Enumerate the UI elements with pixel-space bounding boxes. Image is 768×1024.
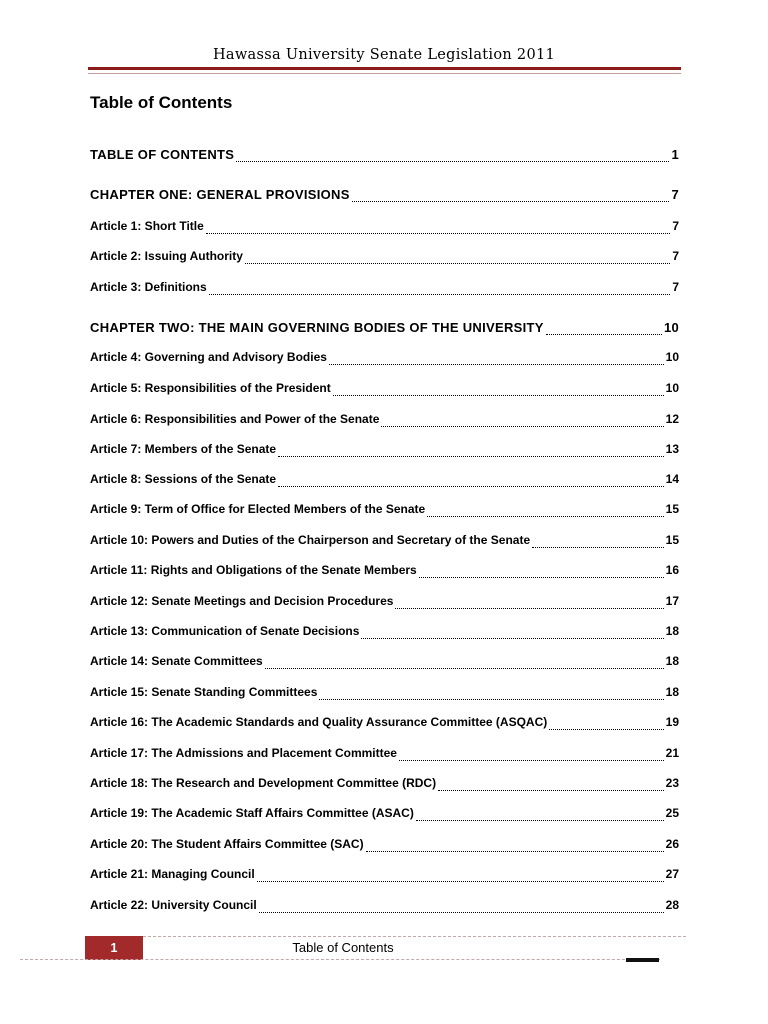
toc-entry-title: Article 17: The Admissions and Placement Committee <box>90 746 397 760</box>
toc-entry-title: Article 4: Governing and Advisory Bodies <box>90 350 327 364</box>
toc-page-number: 14 <box>665 472 679 486</box>
toc-article-entry[interactable] <box>90 837 679 855</box>
toc-dot-leader <box>329 364 664 365</box>
toc-page-number: 19 <box>665 715 679 729</box>
toc-dot-leader <box>352 201 670 202</box>
toc-dot-leader <box>265 668 664 669</box>
toc-article-entry[interactable] <box>90 624 679 642</box>
toc-article-entry[interactable] <box>90 746 679 764</box>
toc-entry-title: Article 5: Responsibilities of the President <box>90 381 331 395</box>
toc-page-number: 7 <box>672 219 679 233</box>
toc-page-number: 13 <box>665 442 679 456</box>
footer-divider-top <box>143 936 686 937</box>
toc-dot-leader <box>333 395 664 396</box>
toc-page-number: 1 <box>671 147 679 162</box>
toc-entry-title: Article 14: Senate Committees <box>90 654 263 668</box>
toc-article-entry[interactable] <box>90 806 679 824</box>
toc-article-entry[interactable] <box>90 442 679 460</box>
toc-dot-leader <box>427 516 663 517</box>
toc-dot-leader <box>438 790 664 791</box>
toc-entry-title: Article 16: The Academic Standards and Quality Assurance Committee (ASQAC) <box>90 715 548 729</box>
toc-article-entry[interactable] <box>90 412 679 430</box>
toc-article-entry[interactable] <box>90 502 679 520</box>
toc-page-number: 25 <box>665 806 679 820</box>
toc-entry-title: Article 19: The Academic Staff Affairs Committee (ASAC) <box>90 806 414 820</box>
toc-article-entry[interactable] <box>90 533 679 551</box>
toc-article-entry[interactable] <box>90 472 679 490</box>
footer-section-title: Table of Contents <box>292 940 394 955</box>
toc-page-number: 18 <box>665 624 679 638</box>
toc-article-entry[interactable] <box>90 685 679 703</box>
toc-entry-title: Article 15: Senate Standing Committees <box>90 685 318 699</box>
toc-article-entry[interactable] <box>90 594 679 612</box>
toc-dot-leader <box>236 161 669 162</box>
toc-page-number: 16 <box>665 563 679 577</box>
header-rule <box>88 67 681 70</box>
toc-dot-leader <box>257 881 664 882</box>
toc-page-number: 26 <box>665 837 679 851</box>
toc-article-entry[interactable] <box>90 867 679 885</box>
toc-entry-title: Article 8: Sessions of the Senate <box>90 472 277 486</box>
toc-article-entry[interactable] <box>90 350 679 368</box>
toc-dot-leader <box>546 334 662 335</box>
toc-dot-leader <box>549 729 663 730</box>
toc-entry-title: Article 11: Rights and Obligations of the Senate Members <box>90 563 417 577</box>
toc-page-number: 17 <box>665 594 679 608</box>
toc-page-number: 23 <box>665 776 679 790</box>
toc-page-number: 18 <box>665 685 679 699</box>
toc-page-number: 15 <box>665 502 679 516</box>
toc-dot-leader <box>259 912 664 913</box>
toc-entry-title: CHAPTER TWO: THE MAIN GOVERNING BODIES OF THE UNIVERSITY <box>90 320 544 335</box>
toc-page-number: 12 <box>665 412 679 426</box>
toc-dot-leader <box>381 426 663 427</box>
toc-dot-leader <box>419 577 664 578</box>
toc-article-entry[interactable] <box>90 249 679 267</box>
toc-entry-title: Article 10: Powers and Duties of the Chairperson and Secretary of the Senate <box>90 533 531 547</box>
toc-page-number: 27 <box>665 867 679 881</box>
toc-article-entry[interactable] <box>90 898 679 916</box>
toc-entry-title: CHAPTER ONE: GENERAL PROVISIONS <box>90 187 350 202</box>
toc-article-entry[interactable] <box>90 381 679 399</box>
toc-page-number: 15 <box>665 533 679 547</box>
toc-dot-leader <box>278 456 664 457</box>
toc-article-entry[interactable] <box>90 654 679 672</box>
document-title: Hawassa University Senate Legislation 2011 <box>212 47 556 63</box>
toc-entry-title: Article 13: Communication of Senate Decisions <box>90 624 360 638</box>
toc-article-entry[interactable] <box>90 219 679 237</box>
toc-page-number: 18 <box>665 654 679 668</box>
toc-page-number: 7 <box>671 187 679 202</box>
toc-dot-leader <box>532 547 664 548</box>
toc-dot-leader <box>278 486 664 487</box>
toc-entry-title: Article 20: The Student Affairs Committee (SAC) <box>90 837 364 851</box>
toc-dot-leader <box>366 851 664 852</box>
toc-entry-title: Article 6: Responsibilities and Power of the Senate <box>90 412 380 426</box>
toc-entry-title: Article 7: Members of the Senate <box>90 442 277 456</box>
toc-page-number: 7 <box>672 280 679 294</box>
toc-dot-leader <box>395 608 663 609</box>
toc-page-number: 10 <box>665 381 679 395</box>
toc-dot-leader <box>206 233 671 234</box>
toc-dot-leader <box>399 760 664 761</box>
toc-page-number: 7 <box>672 249 679 263</box>
footer-divider <box>20 959 660 960</box>
toc-dot-leader <box>209 294 671 295</box>
footer-page-number: 1 <box>85 936 143 960</box>
toc-article-entry[interactable] <box>90 280 679 298</box>
toc-article-entry[interactable] <box>90 563 679 581</box>
toc-page-number: 28 <box>665 898 679 912</box>
toc-entry-title: Article 21: Managing Council <box>90 867 255 881</box>
toc-page-number: 10 <box>665 350 679 364</box>
toc-article-entry[interactable] <box>90 715 679 733</box>
toc-entry-title: Article 1: Short Title <box>90 219 204 233</box>
toc-page-number: 21 <box>665 746 679 760</box>
toc-article-entry[interactable] <box>90 776 679 794</box>
page-title: Table of Contents <box>90 93 233 112</box>
toc-entry-title: Article 12: Senate Meetings and Decision Procedures <box>90 594 394 608</box>
toc-chapter-entry[interactable] <box>90 187 679 205</box>
footer-bar <box>626 958 659 962</box>
toc-chapter-entry[interactable] <box>90 320 679 338</box>
toc-dot-leader <box>416 820 664 821</box>
toc-entry-title: Article 22: University Council <box>90 898 257 912</box>
toc-entry-title: Article 2: Issuing Authority <box>90 249 243 263</box>
toc-entry-title: Article 3: Definitions <box>90 280 207 294</box>
toc-chapter-entry[interactable] <box>90 147 679 165</box>
header-rule-thin <box>88 73 681 74</box>
toc-entry-title: Article 18: The Research and Development Committee (RDC) <box>90 776 437 790</box>
toc-dot-leader <box>319 699 663 700</box>
toc-entry-title: TABLE OF CONTENTS <box>90 147 235 162</box>
toc-entry-title: Article 9: Term of Office for Elected Members of the Senate <box>90 502 426 516</box>
toc-dot-leader <box>245 263 670 264</box>
toc-page-number: 10 <box>663 320 679 335</box>
toc-dot-leader <box>361 638 663 639</box>
